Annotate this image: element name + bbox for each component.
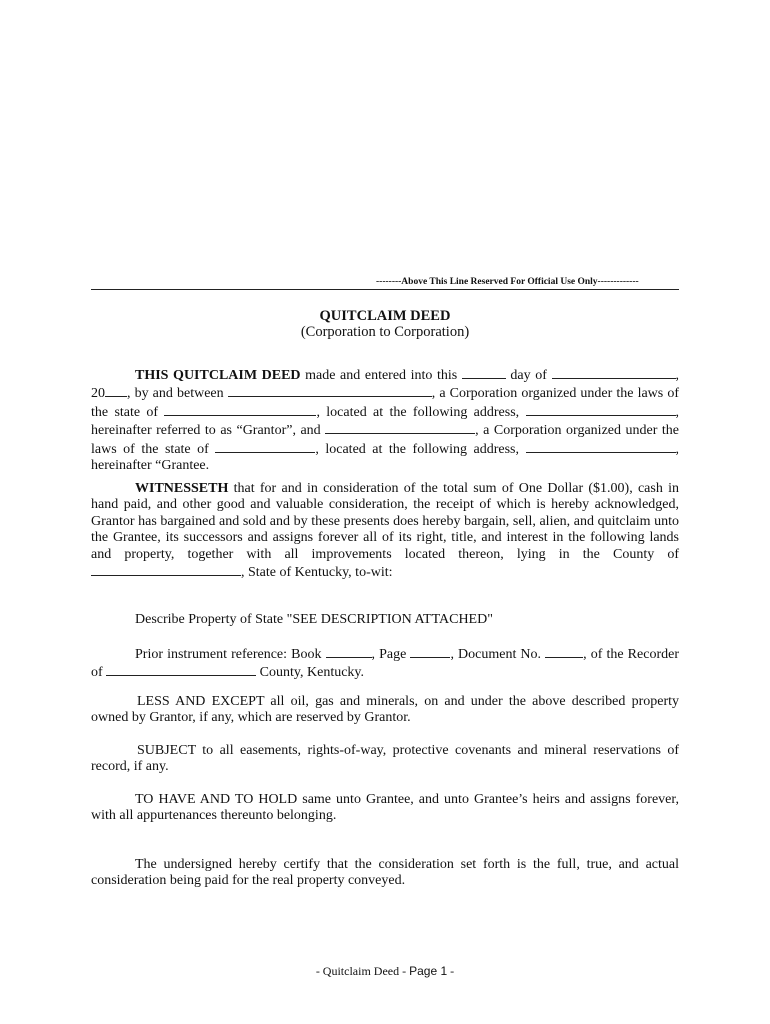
paragraph-habendum: TO HAVE AND TO HOLD same unto Grantee, and unto Grantee’s heirs and assigns forever, with all appurtenances thereunto belonging. bbox=[91, 792, 679, 824]
recorder-county-blank[interactable] bbox=[106, 663, 256, 676]
footer-prefix: - Quitclaim Deed - bbox=[315, 964, 410, 978]
p1-text-i: , a Corporation organized under the laws of the state of bbox=[91, 423, 679, 457]
p4-text-d: , of the Recorder of bbox=[91, 647, 679, 681]
document-subtitle: (Corporation to Corporation) bbox=[300, 324, 470, 340]
document-title: QUITCLAIM DEED bbox=[319, 308, 451, 324]
page-number-label: Page 1 bbox=[409, 964, 448, 978]
p2-text-a: that for and in consideration of the total sum of One Dollar ($1.00), cash in hand paid, and other good and valuable consideration, the receipt of which is hereby acknowledged, Grantor has bargained and sold and by these presents does hereby bargain, sell, alien, and quitclaim unto the Grantee, its successors and assigns forever all of its right, title, and interest in the following lands and property, together with all improvements located thereon, lying in the County of bbox=[91, 481, 679, 562]
page-footer bbox=[0, 964, 770, 979]
reserved-line-label: --------Above This Line Reserved For Official Use Only------------- bbox=[376, 277, 639, 287]
p1-text-k: , hereinafter “Grantee. bbox=[91, 441, 680, 474]
paragraph-witnesseth bbox=[91, 481, 679, 581]
witnesseth-lead: WITNESSETH bbox=[135, 481, 229, 496]
grantor-state-blank[interactable] bbox=[164, 403, 316, 416]
deed-lead-phrase: THIS QUITCLAIM DEED bbox=[135, 368, 301, 383]
grantor-name-blank[interactable] bbox=[228, 384, 432, 397]
paragraph-property-description: Describe Property of State "SEE DESCRIPTION ATTACHED" bbox=[135, 612, 493, 627]
grantor-address-blank[interactable] bbox=[526, 403, 676, 416]
reserved-line-rule bbox=[91, 289, 679, 290]
grantee-address-blank[interactable] bbox=[526, 440, 676, 453]
grantee-state-blank[interactable] bbox=[215, 440, 315, 453]
p1-text-b: day of bbox=[505, 368, 552, 383]
year-blank[interactable] bbox=[105, 384, 127, 397]
document-number-blank[interactable] bbox=[545, 645, 583, 658]
grantee-name-blank[interactable] bbox=[325, 421, 475, 434]
footer-suffix: - bbox=[447, 964, 455, 978]
p1-text-h: , hereinafter referred to as “Grantor”, and bbox=[91, 404, 680, 439]
paragraph-subject-to: SUBJECT to all easements, rights-of-way, protective covenants and mineral reservations of record, if any. bbox=[91, 743, 679, 775]
p1-text-e: , by and between bbox=[127, 386, 228, 402]
paragraph-parties bbox=[91, 366, 679, 474]
p4-text-c: , Document No. bbox=[450, 647, 546, 662]
p4-text-a: Prior instrument reference: Book bbox=[135, 647, 326, 662]
p1-text-c: , bbox=[675, 368, 679, 383]
p1-text-f: , a Corporation organized under the laws of the state of bbox=[91, 386, 679, 420]
month-blank[interactable] bbox=[552, 366, 676, 379]
p4-text-e: County, Kentucky. bbox=[256, 665, 365, 681]
paragraph-consideration-certification: The undersigned hereby certify that the consideration set forth is the full, true, and actual consideration being paid for the real property conveyed. bbox=[91, 857, 679, 889]
page-blank[interactable] bbox=[410, 645, 450, 658]
p1-text-d: 20 bbox=[91, 386, 105, 402]
day-blank[interactable] bbox=[462, 366, 506, 379]
book-blank[interactable] bbox=[326, 645, 372, 658]
p4-text-b: , Page bbox=[371, 647, 411, 662]
paragraph-prior-instrument bbox=[91, 645, 679, 682]
p2-text-b: , State of Kentucky, to-wit: bbox=[241, 565, 393, 581]
p1-text-g: , located at the following address, bbox=[316, 404, 526, 420]
county-blank[interactable] bbox=[91, 563, 241, 576]
p1-text-j: , located at the following address, bbox=[315, 441, 526, 457]
paragraph-less-and-except: LESS AND EXCEPT all oil, gas and minerals, on and under the above described property owned by Grantor, if any, which are reserved by Grantor. bbox=[91, 694, 679, 726]
p1-text-a: made and entered into this bbox=[300, 368, 462, 383]
